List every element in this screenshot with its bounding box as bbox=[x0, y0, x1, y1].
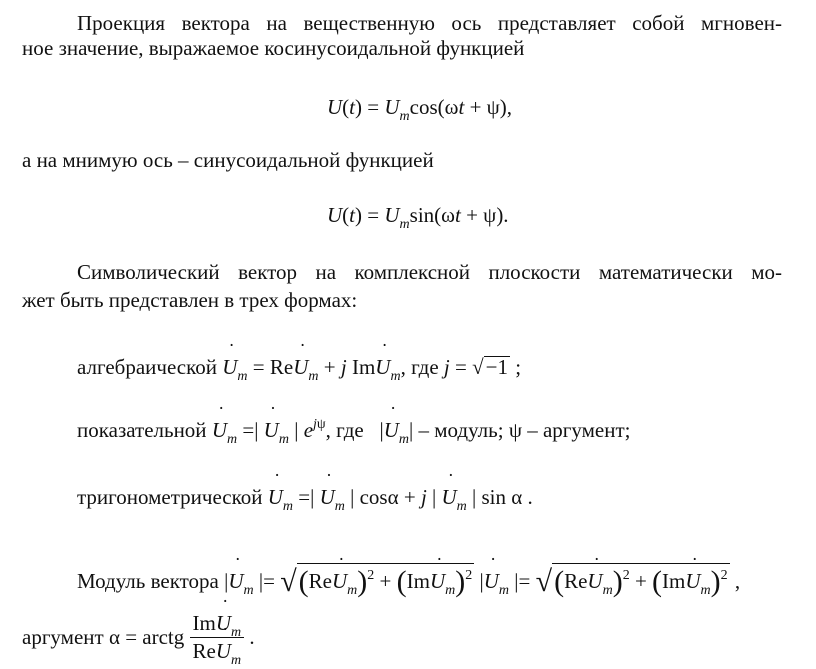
paragraph1-line1: Проекция вектора на вещественную ось представляет собой мгновен- bbox=[77, 11, 782, 35]
formula-sin: $U(t) = U_m\sin(\omega t + \psi)$. bbox=[327, 203, 509, 232]
argument-fraction: $\frac{Im˙ U_m}{Re˙ U_m}$ bbox=[190, 613, 245, 662]
trig-label: тригонометрической bbox=[77, 485, 263, 509]
trigonometric-form: тригонометрической ˙ $U_m$ =| ˙ $U_m$ | cosα + j | ˙ $U_m$ | sin α . bbox=[77, 487, 533, 508]
exponential-form: показательной ˙ $U_m$ =| ˙ $U_m$ | $e^{j\psi}$, где |˙ $U_m|$ – модуль; ψ – аргумент; bbox=[77, 420, 630, 441]
modulus-label: Модуль вектора bbox=[77, 569, 219, 593]
paragraph2-line1: Символический вектор на комплексной плоскости математически мо- bbox=[77, 260, 782, 284]
paragraph1-line2: ное значение, выражаемое косинусоидальной функцией bbox=[22, 36, 525, 60]
text-imag: а на мнимую ось – синусоидальной функцией bbox=[22, 148, 434, 172]
formula-cos: $U(t) = U_m\cos(\omega t + \psi)$, bbox=[327, 95, 513, 124]
exponential-label: показательной bbox=[77, 418, 207, 442]
paragraph2-line2: жет быть представлен в трех формах: bbox=[22, 288, 358, 312]
argument-label: аргумент bbox=[22, 625, 104, 649]
algebraic-label: алгебраической bbox=[77, 355, 217, 379]
modulus-line: Модуль вектора |˙ $U_m$ |= √(Re˙ $U_m)^2$ + (Im˙ $U_m)^2$ |˙ $U_m$ |= √(Re˙ $U_m)^2$ + (Im˙ $U_m)^2$ , bbox=[77, 563, 740, 594]
exponential-note: – модуль; ψ – аргумент; bbox=[418, 418, 631, 442]
algebraic-form: алгебраической ˙ $U_m$ = Re˙ $U_m + j$ Im˙ $U_m$, где j = √−1 ; bbox=[77, 356, 521, 378]
algebraic-where: , где bbox=[400, 355, 439, 379]
argument-line: аргумент α = arctg $\frac{Im˙ U_m}{Re˙ U_m}$ . bbox=[22, 613, 255, 662]
exponential-where: , где bbox=[325, 418, 364, 442]
